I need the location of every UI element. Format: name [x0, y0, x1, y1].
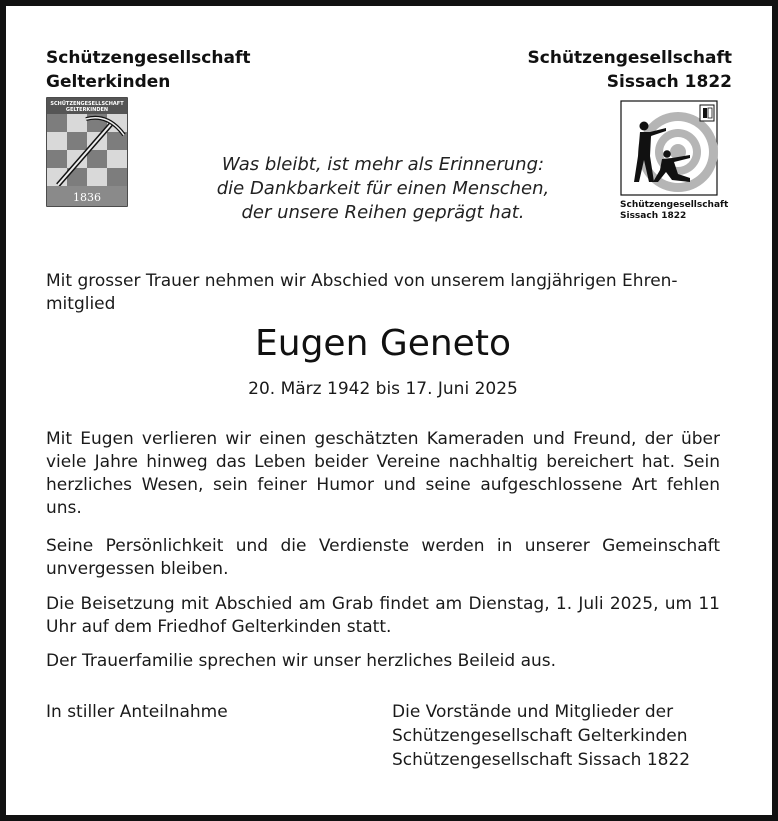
org-right-line-2: Sissach 1822 — [606, 72, 732, 92]
paragraph-condolence: Der Trauerfamilie sprechen wir unser herzliches Beileid aus. — [46, 651, 557, 671]
quote-line-3: der unsere Reihen geprägt hat. — [241, 202, 525, 223]
sissach-crest-icon — [620, 100, 718, 196]
deceased-dates: 20. März 1942 bis 17. Juni 2025 — [248, 379, 518, 399]
crest-banner-line-1: SCHÜTZENGESELLSCHAFT — [50, 101, 124, 107]
sissach-crest-label — [620, 200, 728, 222]
signoff-right-line-1: Die Vorstände und Mitglieder der — [392, 702, 674, 722]
intro-text: Mit grosser Trauer nehmen wir Abschied von unserem langjährigen Ehren-mitglied — [46, 271, 678, 314]
org-left — [46, 46, 250, 94]
crest-banner-line-2: GELTERKINDEN — [65, 107, 109, 113]
signoff-right — [392, 700, 690, 772]
signoff-left: In stiller Anteilnahme — [46, 702, 228, 722]
crest-year: 1836 — [73, 191, 101, 204]
sissach-crest-label-line-1: Schützengesellschaft — [620, 200, 729, 210]
signoff-right-line-3: Schützengesellschaft Sissach 1822 — [392, 750, 691, 770]
quote-line-2: die Dankbarkeit für einen Menschen, — [216, 178, 550, 199]
org-right — [528, 46, 732, 94]
gelterkinden-crest-icon — [46, 97, 128, 209]
paragraph-remembrance: Seine Persönlichkeit und die Verdienste werden in unserer Gemeinschaft unvergessen bleiben. — [46, 536, 720, 579]
org-left-line-2: Gelterkinden — [46, 72, 171, 92]
deceased-name: Eugen Geneto — [255, 323, 511, 364]
signoff-right-line-2: Schützengesellschaft Gelterkinden — [392, 726, 688, 746]
paragraph-tribute: Mit Eugen verlieren wir einen geschätzten Kameraden und Freund, der über viele Jahre hinweg das Leben beider Vereine nachhaltig bereichert hat. Sein herzliches Wesen, sein feiner Humor und seine aufgeschlossene Art fehlen uns. — [46, 429, 720, 518]
org-left-line-1: Schützengesellschaft — [46, 48, 251, 68]
sissach-crest-label-line-2: Sissach 1822 — [620, 211, 687, 221]
quote-line-1: Was bleibt, ist mehr als Erinnerung: — [221, 154, 545, 175]
memorial-quote — [150, 153, 616, 225]
paragraph-funeral: Die Beisetzung mit Abschied am Grab findet am Dienstag, 1. Juli 2025, um 11 Uhr auf dem Friedhof Gelterkinden statt. — [46, 594, 720, 637]
org-right-line-1: Schützengesellschaft — [527, 48, 732, 68]
